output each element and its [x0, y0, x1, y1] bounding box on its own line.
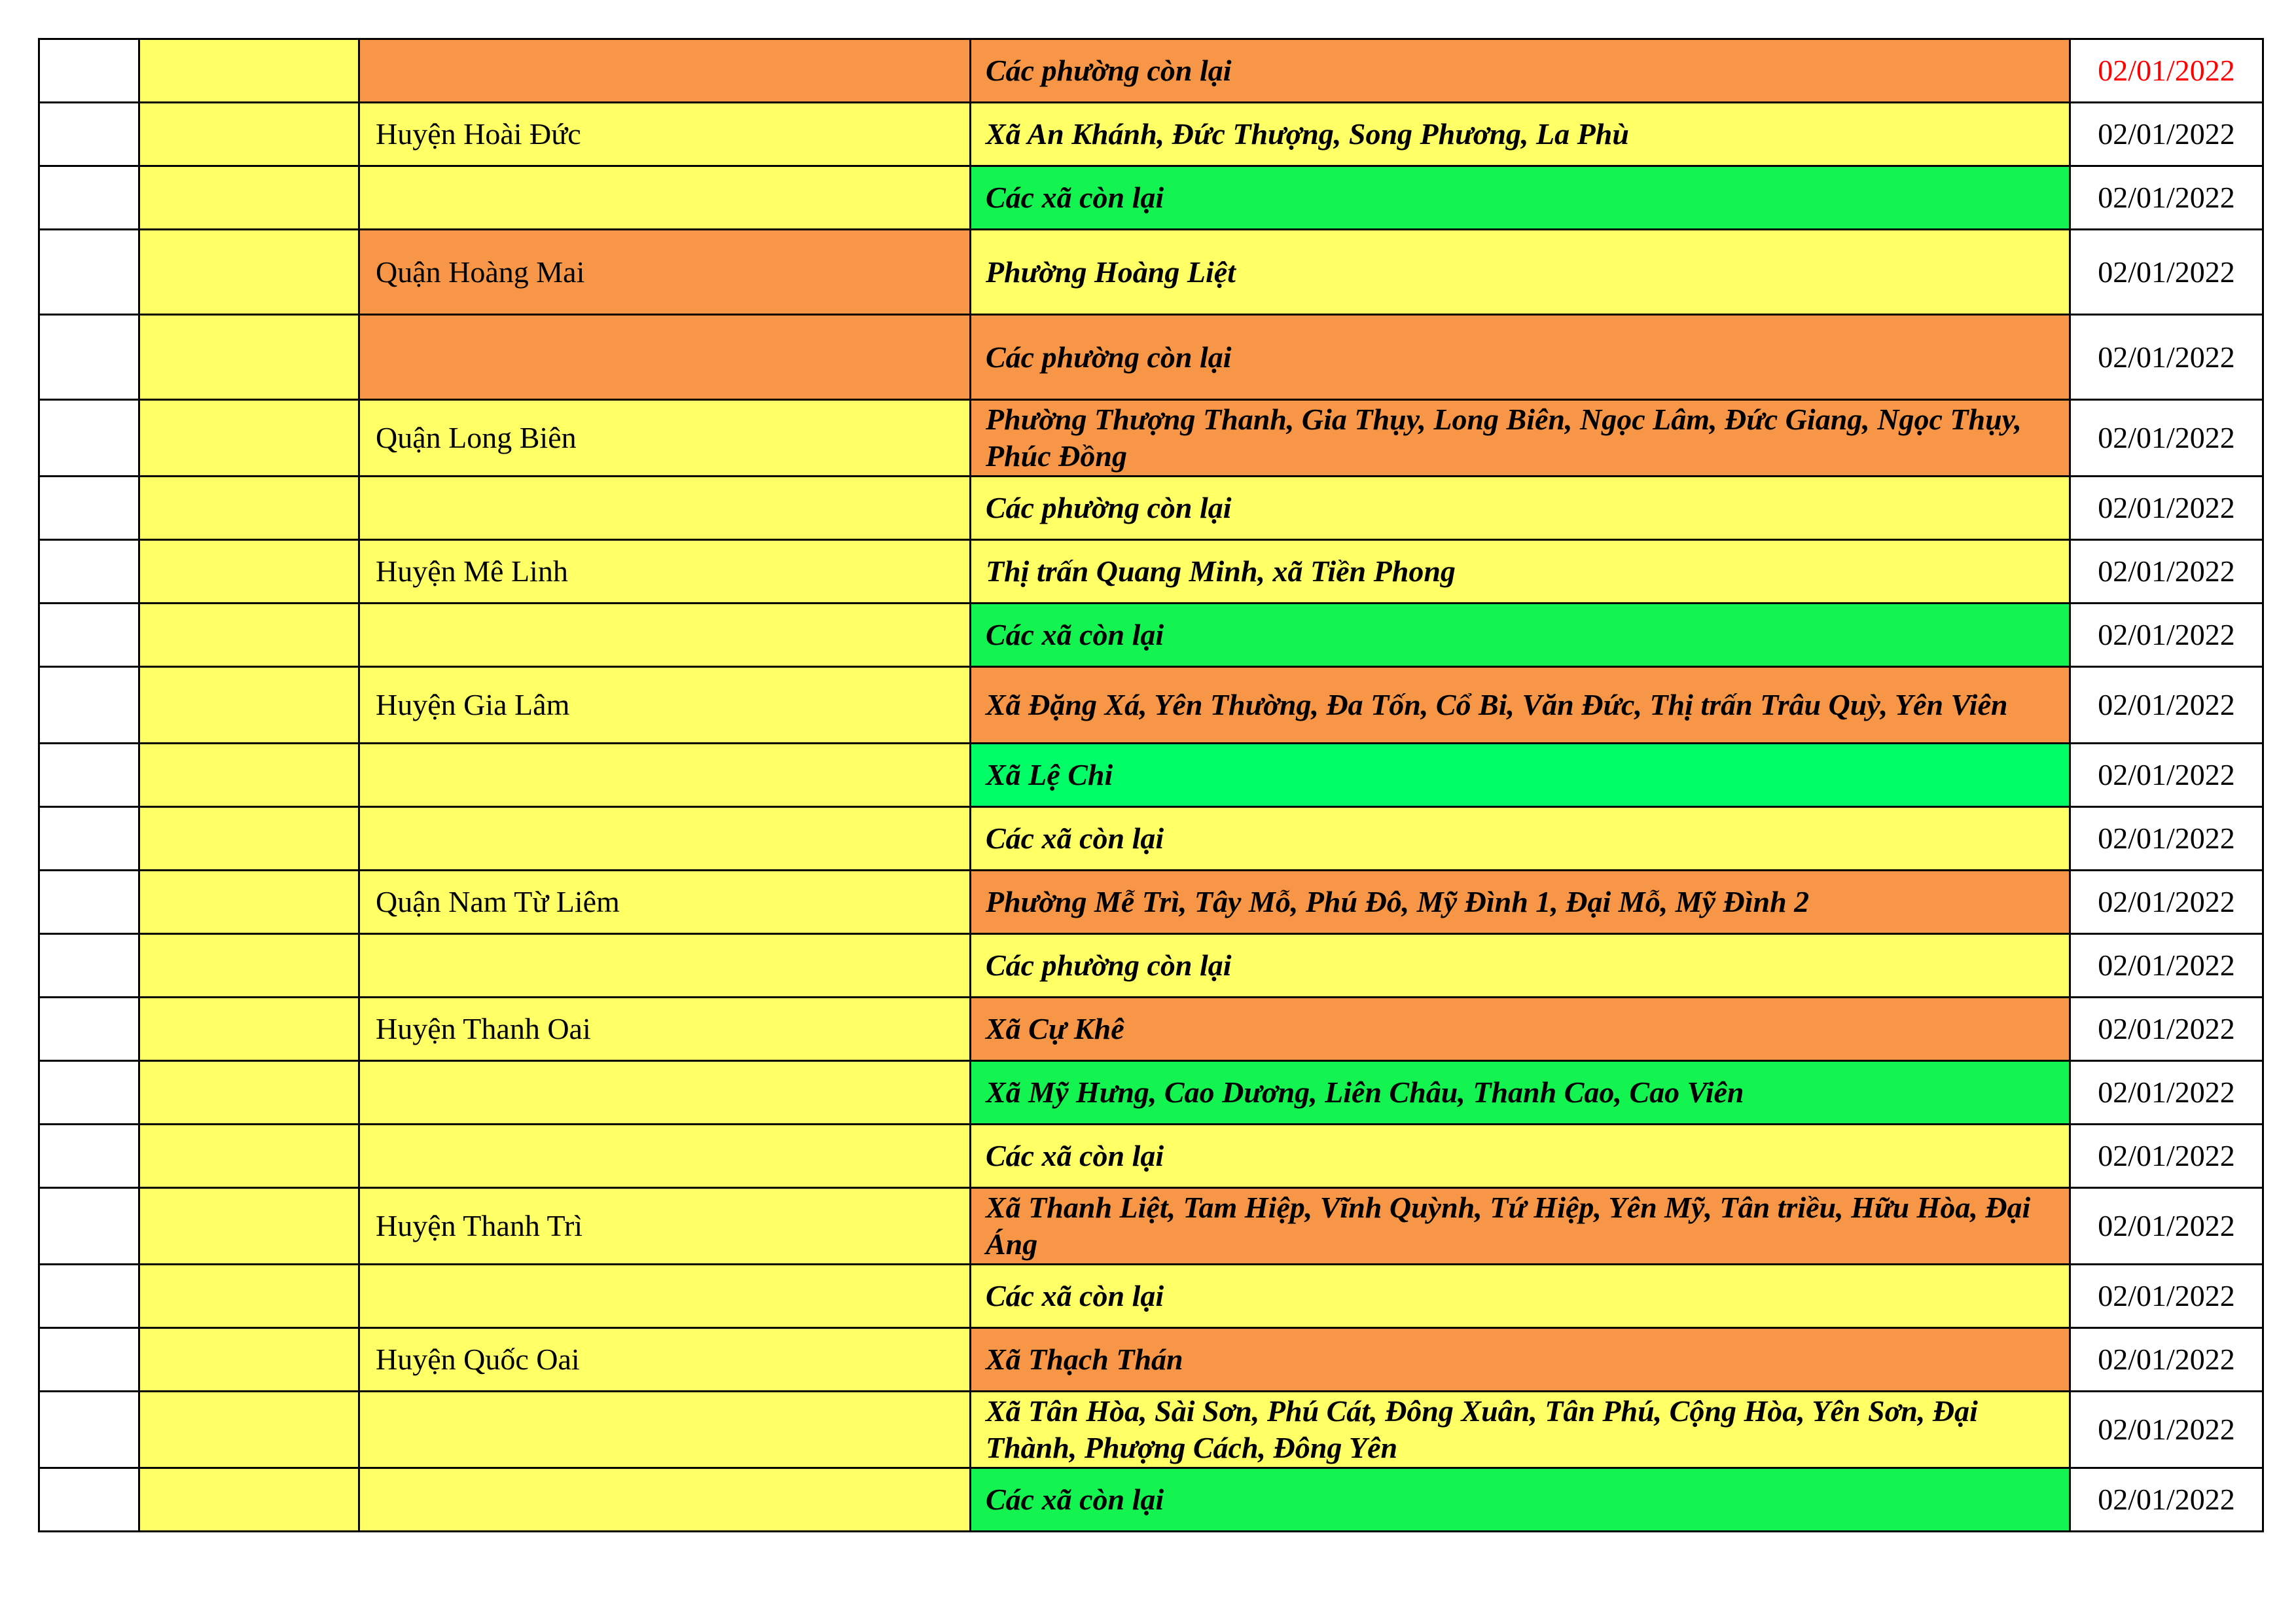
date-cell: 02/01/2022 [2070, 1061, 2263, 1125]
index-cell [39, 744, 139, 807]
date-cell: 02/01/2022 [2070, 807, 2263, 871]
area-cell: Xã Cự Khê [971, 998, 2070, 1061]
area-cell: Thị trấn Quang Minh, xã Tiền Phong [971, 540, 2070, 604]
date-cell: 02/01/2022 [2070, 1468, 2263, 1532]
area-cell: Các xã còn lại [971, 166, 2070, 230]
table-row [39, 315, 2263, 400]
area-cell: Xã Thanh Liệt, Tam Hiệp, Vĩnh Quỳnh, Tứ Hiệp, Yên Mỹ, Tân triều, Hữu Hòa, Đại Áng [971, 1188, 2070, 1265]
district-cell [359, 39, 971, 103]
group-cell [139, 540, 359, 604]
table-row [39, 807, 2263, 871]
date-cell: 02/01/2022 [2070, 230, 2263, 315]
area-cell: Các xã còn lại [971, 807, 2070, 871]
index-cell [39, 1265, 139, 1328]
area-cell: Xã Mỹ Hưng, Cao Dương, Liên Châu, Thanh Cao, Cao Viên [971, 1061, 2070, 1125]
area-cell: Xã Đặng Xá, Yên Thường, Đa Tốn, Cổ Bi, Văn Đức, Thị trấn Trâu Quỳ, Yên Viên [971, 667, 2070, 744]
index-cell [39, 604, 139, 667]
date-cell: 02/01/2022 [2070, 1328, 2263, 1392]
table-row [39, 400, 2263, 477]
area-cell: Các xã còn lại [971, 604, 2070, 667]
group-cell [139, 604, 359, 667]
table-row [39, 1328, 2263, 1392]
date-cell: 02/01/2022 [2070, 934, 2263, 998]
group-cell [139, 230, 359, 315]
date-cell: 02/01/2022 [2070, 1125, 2263, 1188]
index-cell [39, 998, 139, 1061]
date-cell: 02/01/2022 [2070, 604, 2263, 667]
district-cell [359, 604, 971, 667]
date-cell: 02/01/2022 [2070, 39, 2263, 103]
district-cell [359, 744, 971, 807]
index-cell [39, 667, 139, 744]
group-cell [139, 400, 359, 477]
date-cell: 02/01/2022 [2070, 315, 2263, 400]
area-cell: Các phường còn lại [971, 477, 2070, 540]
table-row [39, 667, 2263, 744]
date-cell: 02/01/2022 [2070, 400, 2263, 477]
group-cell [139, 166, 359, 230]
index-cell [39, 1392, 139, 1468]
table-row [39, 1392, 2263, 1468]
group-cell [139, 667, 359, 744]
table-row [39, 540, 2263, 604]
district-cell [359, 1125, 971, 1188]
area-cell: Các phường còn lại [971, 934, 2070, 998]
date-cell: 02/01/2022 [2070, 540, 2263, 604]
area-cell: Các xã còn lại [971, 1125, 2070, 1188]
table-row [39, 166, 2263, 230]
group-cell [139, 315, 359, 400]
date-cell: 02/01/2022 [2070, 166, 2263, 230]
district-cell [359, 166, 971, 230]
zone-table [38, 38, 2264, 1532]
district-cell: Huyện Hoài Đức [359, 103, 971, 166]
index-cell [39, 400, 139, 477]
table-row [39, 103, 2263, 166]
district-cell [359, 807, 971, 871]
area-cell: Xã Lệ Chi [971, 744, 2070, 807]
area-cell: Phường Mễ Trì, Tây Mỗ, Phú Đô, Mỹ Đình 1, Đại Mỗ, Mỹ Đình 2 [971, 871, 2070, 934]
index-cell [39, 230, 139, 315]
group-cell [139, 1125, 359, 1188]
index-cell [39, 103, 139, 166]
index-cell [39, 540, 139, 604]
table-row [39, 1188, 2263, 1265]
district-cell [359, 477, 971, 540]
group-cell [139, 744, 359, 807]
district-cell: Huyện Quốc Oai [359, 1328, 971, 1392]
district-cell: Quận Nam Từ Liêm [359, 871, 971, 934]
district-cell [359, 1468, 971, 1532]
district-cell: Huyện Mê Linh [359, 540, 971, 604]
date-cell: 02/01/2022 [2070, 998, 2263, 1061]
district-cell: Huyện Gia Lâm [359, 667, 971, 744]
index-cell [39, 477, 139, 540]
group-cell [139, 1188, 359, 1265]
table-row [39, 871, 2263, 934]
group-cell [139, 1392, 359, 1468]
index-cell [39, 871, 139, 934]
table-row [39, 39, 2263, 103]
date-cell: 02/01/2022 [2070, 871, 2263, 934]
date-cell: 02/01/2022 [2070, 667, 2263, 744]
index-cell [39, 934, 139, 998]
area-cell: Phường Hoàng Liệt [971, 230, 2070, 315]
date-cell: 02/01/2022 [2070, 1392, 2263, 1468]
table-body [39, 39, 2263, 1532]
district-cell [359, 934, 971, 998]
district-cell [359, 1265, 971, 1328]
index-cell [39, 315, 139, 400]
area-cell: Các xã còn lại [971, 1468, 2070, 1532]
index-cell [39, 166, 139, 230]
group-cell [139, 477, 359, 540]
group-cell [139, 998, 359, 1061]
index-cell [39, 1328, 139, 1392]
area-cell: Các phường còn lại [971, 315, 2070, 400]
district-cell [359, 1061, 971, 1125]
area-cell: Xã Thạch Thán [971, 1328, 2070, 1392]
district-cell: Quận Hoàng Mai [359, 230, 971, 315]
table-row [39, 998, 2263, 1061]
date-cell: 02/01/2022 [2070, 744, 2263, 807]
area-cell: Phường Thượng Thanh, Gia Thụy, Long Biên, Ngọc Lâm, Đức Giang, Ngọc Thụy, Phúc Đồng [971, 400, 2070, 477]
table-row [39, 1061, 2263, 1125]
index-cell [39, 1061, 139, 1125]
table-row [39, 744, 2263, 807]
area-cell: Xã An Khánh, Đức Thượng, Song Phương, La Phù [971, 103, 2070, 166]
district-cell: Huyện Thanh Trì [359, 1188, 971, 1265]
district-cell [359, 1392, 971, 1468]
group-cell [139, 807, 359, 871]
date-cell: 02/01/2022 [2070, 1265, 2263, 1328]
index-cell [39, 807, 139, 871]
area-cell: Các xã còn lại [971, 1265, 2070, 1328]
group-cell [139, 871, 359, 934]
group-cell [139, 103, 359, 166]
group-cell [139, 1061, 359, 1125]
group-cell [139, 1265, 359, 1328]
index-cell [39, 1125, 139, 1188]
district-cell: Huyện Thanh Oai [359, 998, 971, 1061]
date-cell: 02/01/2022 [2070, 477, 2263, 540]
area-cell: Xã Tân Hòa, Sài Sơn, Phú Cát, Đông Xuân, Tân Phú, Cộng Hòa, Yên Sơn, Đại Thành, Phượng Cách, Đông Yên [971, 1392, 2070, 1468]
district-cell [359, 315, 971, 400]
table-row [39, 934, 2263, 998]
index-cell [39, 39, 139, 103]
group-cell [139, 934, 359, 998]
table-row [39, 1468, 2263, 1532]
index-cell [39, 1188, 139, 1265]
table-row [39, 1125, 2263, 1188]
index-cell [39, 1468, 139, 1532]
date-cell: 02/01/2022 [2070, 1188, 2263, 1265]
table-row [39, 1265, 2263, 1328]
district-cell: Quận Long Biên [359, 400, 971, 477]
table-row [39, 477, 2263, 540]
table-row [39, 604, 2263, 667]
area-cell: Các phường còn lại [971, 39, 2070, 103]
group-cell [139, 39, 359, 103]
table-row [39, 230, 2263, 315]
date-cell: 02/01/2022 [2070, 103, 2263, 166]
group-cell [139, 1468, 359, 1532]
group-cell [139, 1328, 359, 1392]
